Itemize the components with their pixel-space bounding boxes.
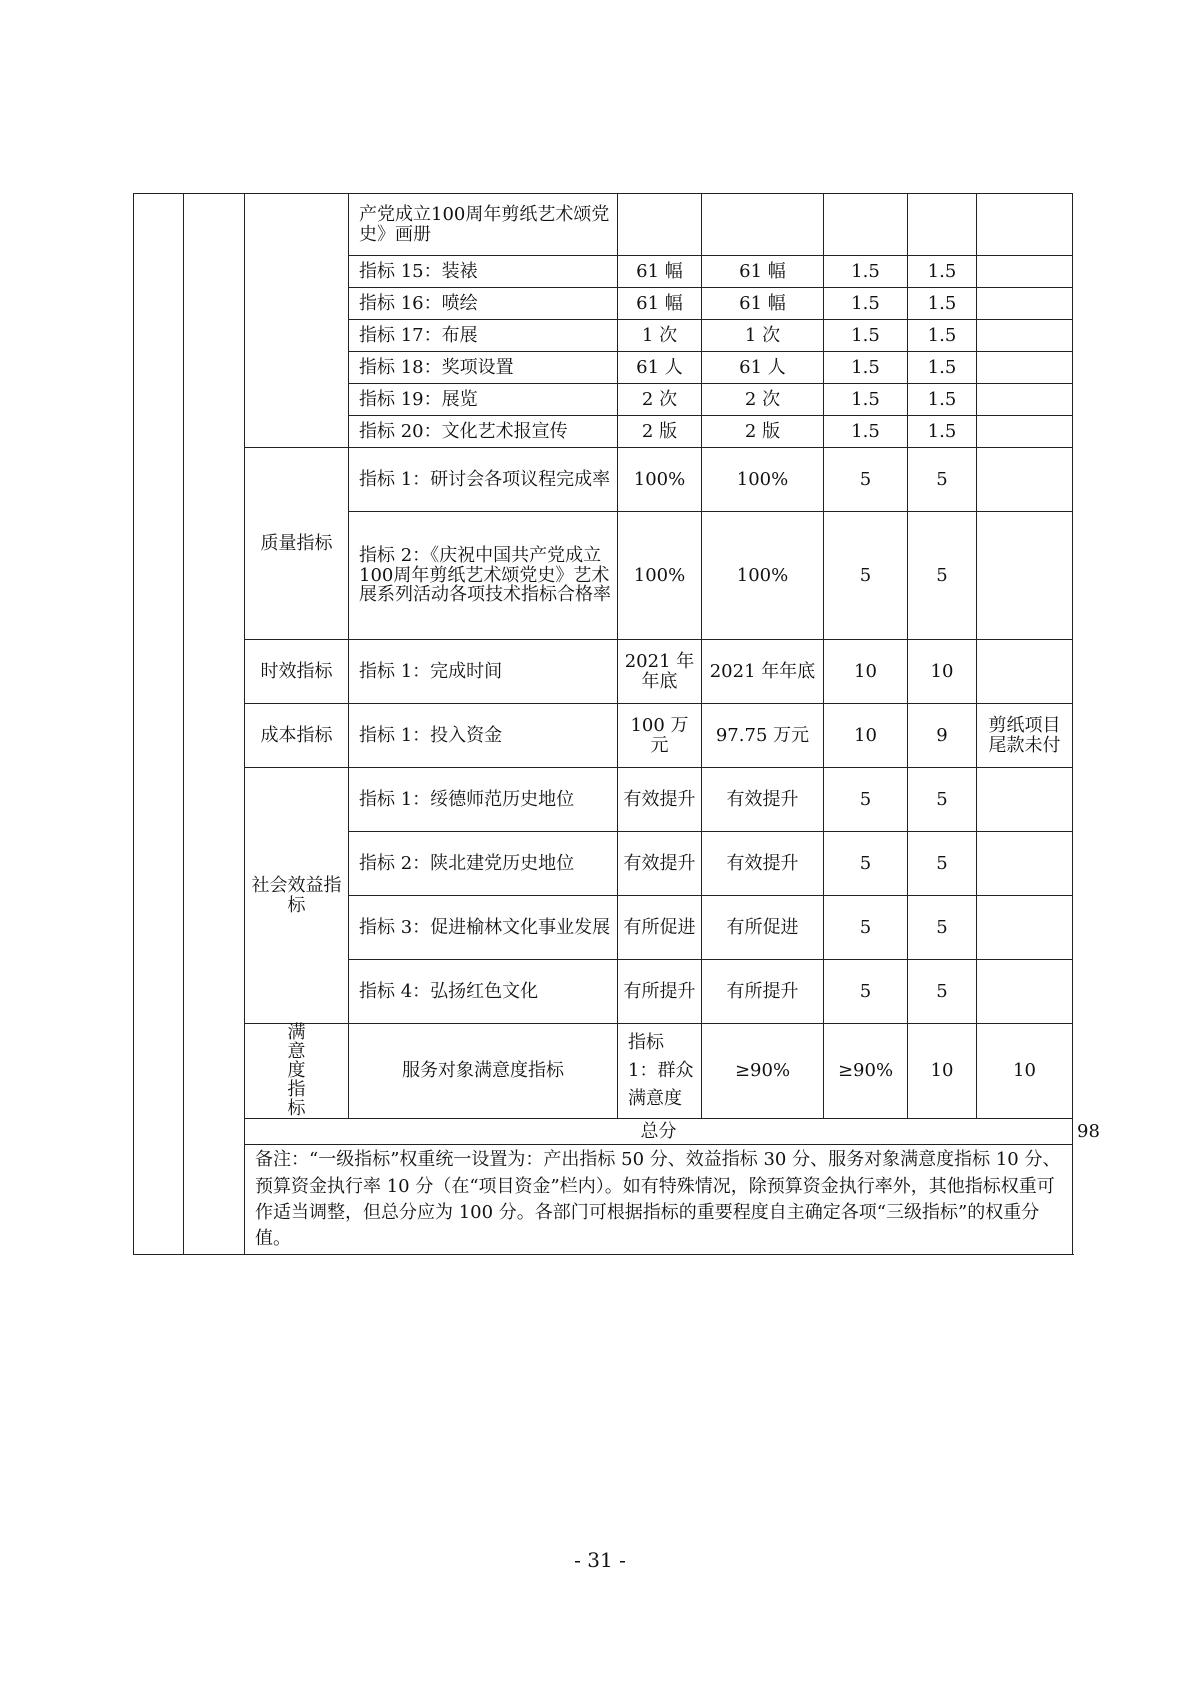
- weight-cell: 10: [824, 640, 908, 704]
- remark-cell: [977, 640, 1073, 704]
- target-cell: 61 幅: [618, 256, 702, 288]
- weight-cell: 1.5: [824, 320, 908, 352]
- indicator-cell: 指标 18：奖项设置: [349, 352, 618, 384]
- actual-cell: 61 幅: [702, 256, 824, 288]
- actual-cell: 61 幅: [702, 288, 824, 320]
- target-cell: 有效提升: [618, 768, 702, 832]
- target-cell: 2021 年年底: [618, 640, 702, 704]
- target-cell: ≥90%: [702, 1024, 824, 1119]
- indicator-cell: 指标 3：促进榆林文化事业发展: [349, 896, 618, 960]
- score-cell: 5: [908, 448, 977, 512]
- quantity-category-cell: [245, 194, 349, 448]
- weight-cell: 5: [824, 512, 908, 640]
- score-cell: 10: [977, 1024, 1073, 1119]
- weight-cell: 5: [824, 768, 908, 832]
- table-row: [134, 640, 1073, 704]
- actual-cell: 有所提升: [702, 960, 824, 1024]
- indicator-cell: 指标 1：群众满意度: [618, 1024, 702, 1119]
- remark-cell: [977, 512, 1073, 640]
- remark-cell: [977, 832, 1073, 896]
- actual-cell: 有效提升: [702, 768, 824, 832]
- target-cell: 有所促进: [618, 896, 702, 960]
- actual-cell: 有所促进: [702, 896, 824, 960]
- note-row: [134, 1145, 1073, 1254]
- remark-cell: [977, 960, 1073, 1024]
- score-cell: 5: [908, 896, 977, 960]
- remark-cell: [977, 256, 1073, 288]
- indicator-cell: 指标 15：装裱: [349, 256, 618, 288]
- actual-cell: 61 人: [702, 352, 824, 384]
- table-row: [134, 448, 1073, 512]
- target-cell: 有所提升: [618, 960, 702, 1024]
- actual-cell: 97.75 万元: [702, 704, 824, 768]
- indicator-cell: 指标 1：投入资金: [349, 704, 618, 768]
- actual-cell: ≥90%: [824, 1024, 908, 1119]
- social-label: 社会效益指标: [245, 768, 349, 1024]
- score-cell: 1.5: [908, 288, 977, 320]
- weight-cell: 1.5: [824, 288, 908, 320]
- performance-table: [133, 193, 1100, 1255]
- level2-cell: [184, 194, 245, 1255]
- weight-cell: 5: [824, 896, 908, 960]
- indicator-cell: 指标 17：布展: [349, 320, 618, 352]
- target-cell: 61 人: [618, 352, 702, 384]
- page-number: - 31 -: [574, 1548, 626, 1572]
- indicator-cell: 指标 20：文化艺术报宣传: [349, 416, 618, 448]
- indicator-cell: 产党成立100周年剪纸艺术颂党史》画册: [349, 194, 618, 256]
- satisfaction-label: 服务对象满意度指标: [349, 1024, 618, 1119]
- score-cell: 1.5: [908, 416, 977, 448]
- indicator-cell: 指标 1：绥德师范历史地位: [349, 768, 618, 832]
- actual-cell: 2 版: [702, 416, 824, 448]
- weight-cell: 1.5: [824, 416, 908, 448]
- actual-cell: 2 次: [702, 384, 824, 416]
- timeliness-label: 时效指标: [245, 640, 349, 704]
- indicator-cell: 指标 1：研讨会各项议程完成率: [349, 448, 618, 512]
- remark-cell: 剪纸项目尾款未付: [977, 704, 1073, 768]
- weight-cell: 5: [824, 960, 908, 1024]
- actual-cell: 100%: [702, 448, 824, 512]
- table-row: [134, 1024, 1073, 1119]
- weight-cell: 5: [824, 832, 908, 896]
- indicator-cell: 指标 2：陕北建党历史地位: [349, 832, 618, 896]
- target-cell: 2 次: [618, 384, 702, 416]
- weight-cell: 10: [908, 1024, 977, 1119]
- table-row: [134, 768, 1073, 832]
- weight-cell: 10: [824, 704, 908, 768]
- score-cell: 1.5: [908, 352, 977, 384]
- score-cell: 5: [908, 832, 977, 896]
- remark-cell: [977, 896, 1073, 960]
- score-cell: 5: [908, 768, 977, 832]
- weight-cell: 5: [824, 448, 908, 512]
- target-cell: 100%: [618, 448, 702, 512]
- actual-cell: 有效提升: [702, 832, 824, 896]
- note-text: 备注：“一级指标”权重统一设置为：产出指标 50 分、效益指标 30 分、服务对象满意度指标 10 分、预算资金执行率 10 分（在“项目资金”栏内）。如有特殊情况，除预算资金执行率外，其他指标权重可作适当调整，但总分应为 100 分。各部门可根据指标的重要程度自主确定各项“三级指标”的权重分值。: [245, 1145, 1073, 1254]
- remark-cell: [977, 352, 1073, 384]
- cost-label: 成本指标: [245, 704, 349, 768]
- score-cell: 1.5: [908, 320, 977, 352]
- weight-cell: 1.5: [824, 256, 908, 288]
- indicator-cell: 指标 2：《庆祝中国共产党成立100周年剪纸艺术颂党史》艺术展系列活动各项技术指标合格率: [349, 512, 618, 640]
- satisfaction-level2: 满意度指标: [245, 1024, 349, 1119]
- weight-cell: 1.5: [824, 384, 908, 416]
- quality-label: 质量指标: [245, 448, 349, 640]
- actual-cell: 100%: [702, 512, 824, 640]
- score-cell: 9: [908, 704, 977, 768]
- target-cell: 61 幅: [618, 288, 702, 320]
- score-cell: 1.5: [908, 256, 977, 288]
- remark-cell: [977, 288, 1073, 320]
- actual-cell: 2021 年年底: [702, 640, 824, 704]
- remark-cell: [977, 320, 1073, 352]
- indicator-cell: 指标 4：弘扬红色文化: [349, 960, 618, 1024]
- actual-cell: 1 次: [702, 320, 824, 352]
- score-cell: 1.5: [908, 384, 977, 416]
- score-cell: 10: [908, 640, 977, 704]
- target-cell: 有效提升: [618, 832, 702, 896]
- remark-cell: [977, 384, 1073, 416]
- score-cell: 5: [908, 512, 977, 640]
- indicator-cell: 指标 16：喷绘: [349, 288, 618, 320]
- total-row: 总分 98: [134, 1119, 1073, 1145]
- target-cell: 1 次: [618, 320, 702, 352]
- remark-cell: [977, 416, 1073, 448]
- weight-cell: 1.5: [824, 352, 908, 384]
- indicator-cell: 指标 19：展览: [349, 384, 618, 416]
- level1-cell: [134, 194, 184, 1255]
- table-row: [134, 704, 1073, 768]
- remark-cell: [977, 448, 1073, 512]
- total-label: 总分: [245, 1119, 1073, 1145]
- score-cell: 5: [908, 960, 977, 1024]
- target-cell: 100%: [618, 512, 702, 640]
- target-cell: 100 万元: [618, 704, 702, 768]
- target-cell: 2 版: [618, 416, 702, 448]
- remark-cell: [977, 768, 1073, 832]
- indicator-cell: 指标 1：完成时间: [349, 640, 618, 704]
